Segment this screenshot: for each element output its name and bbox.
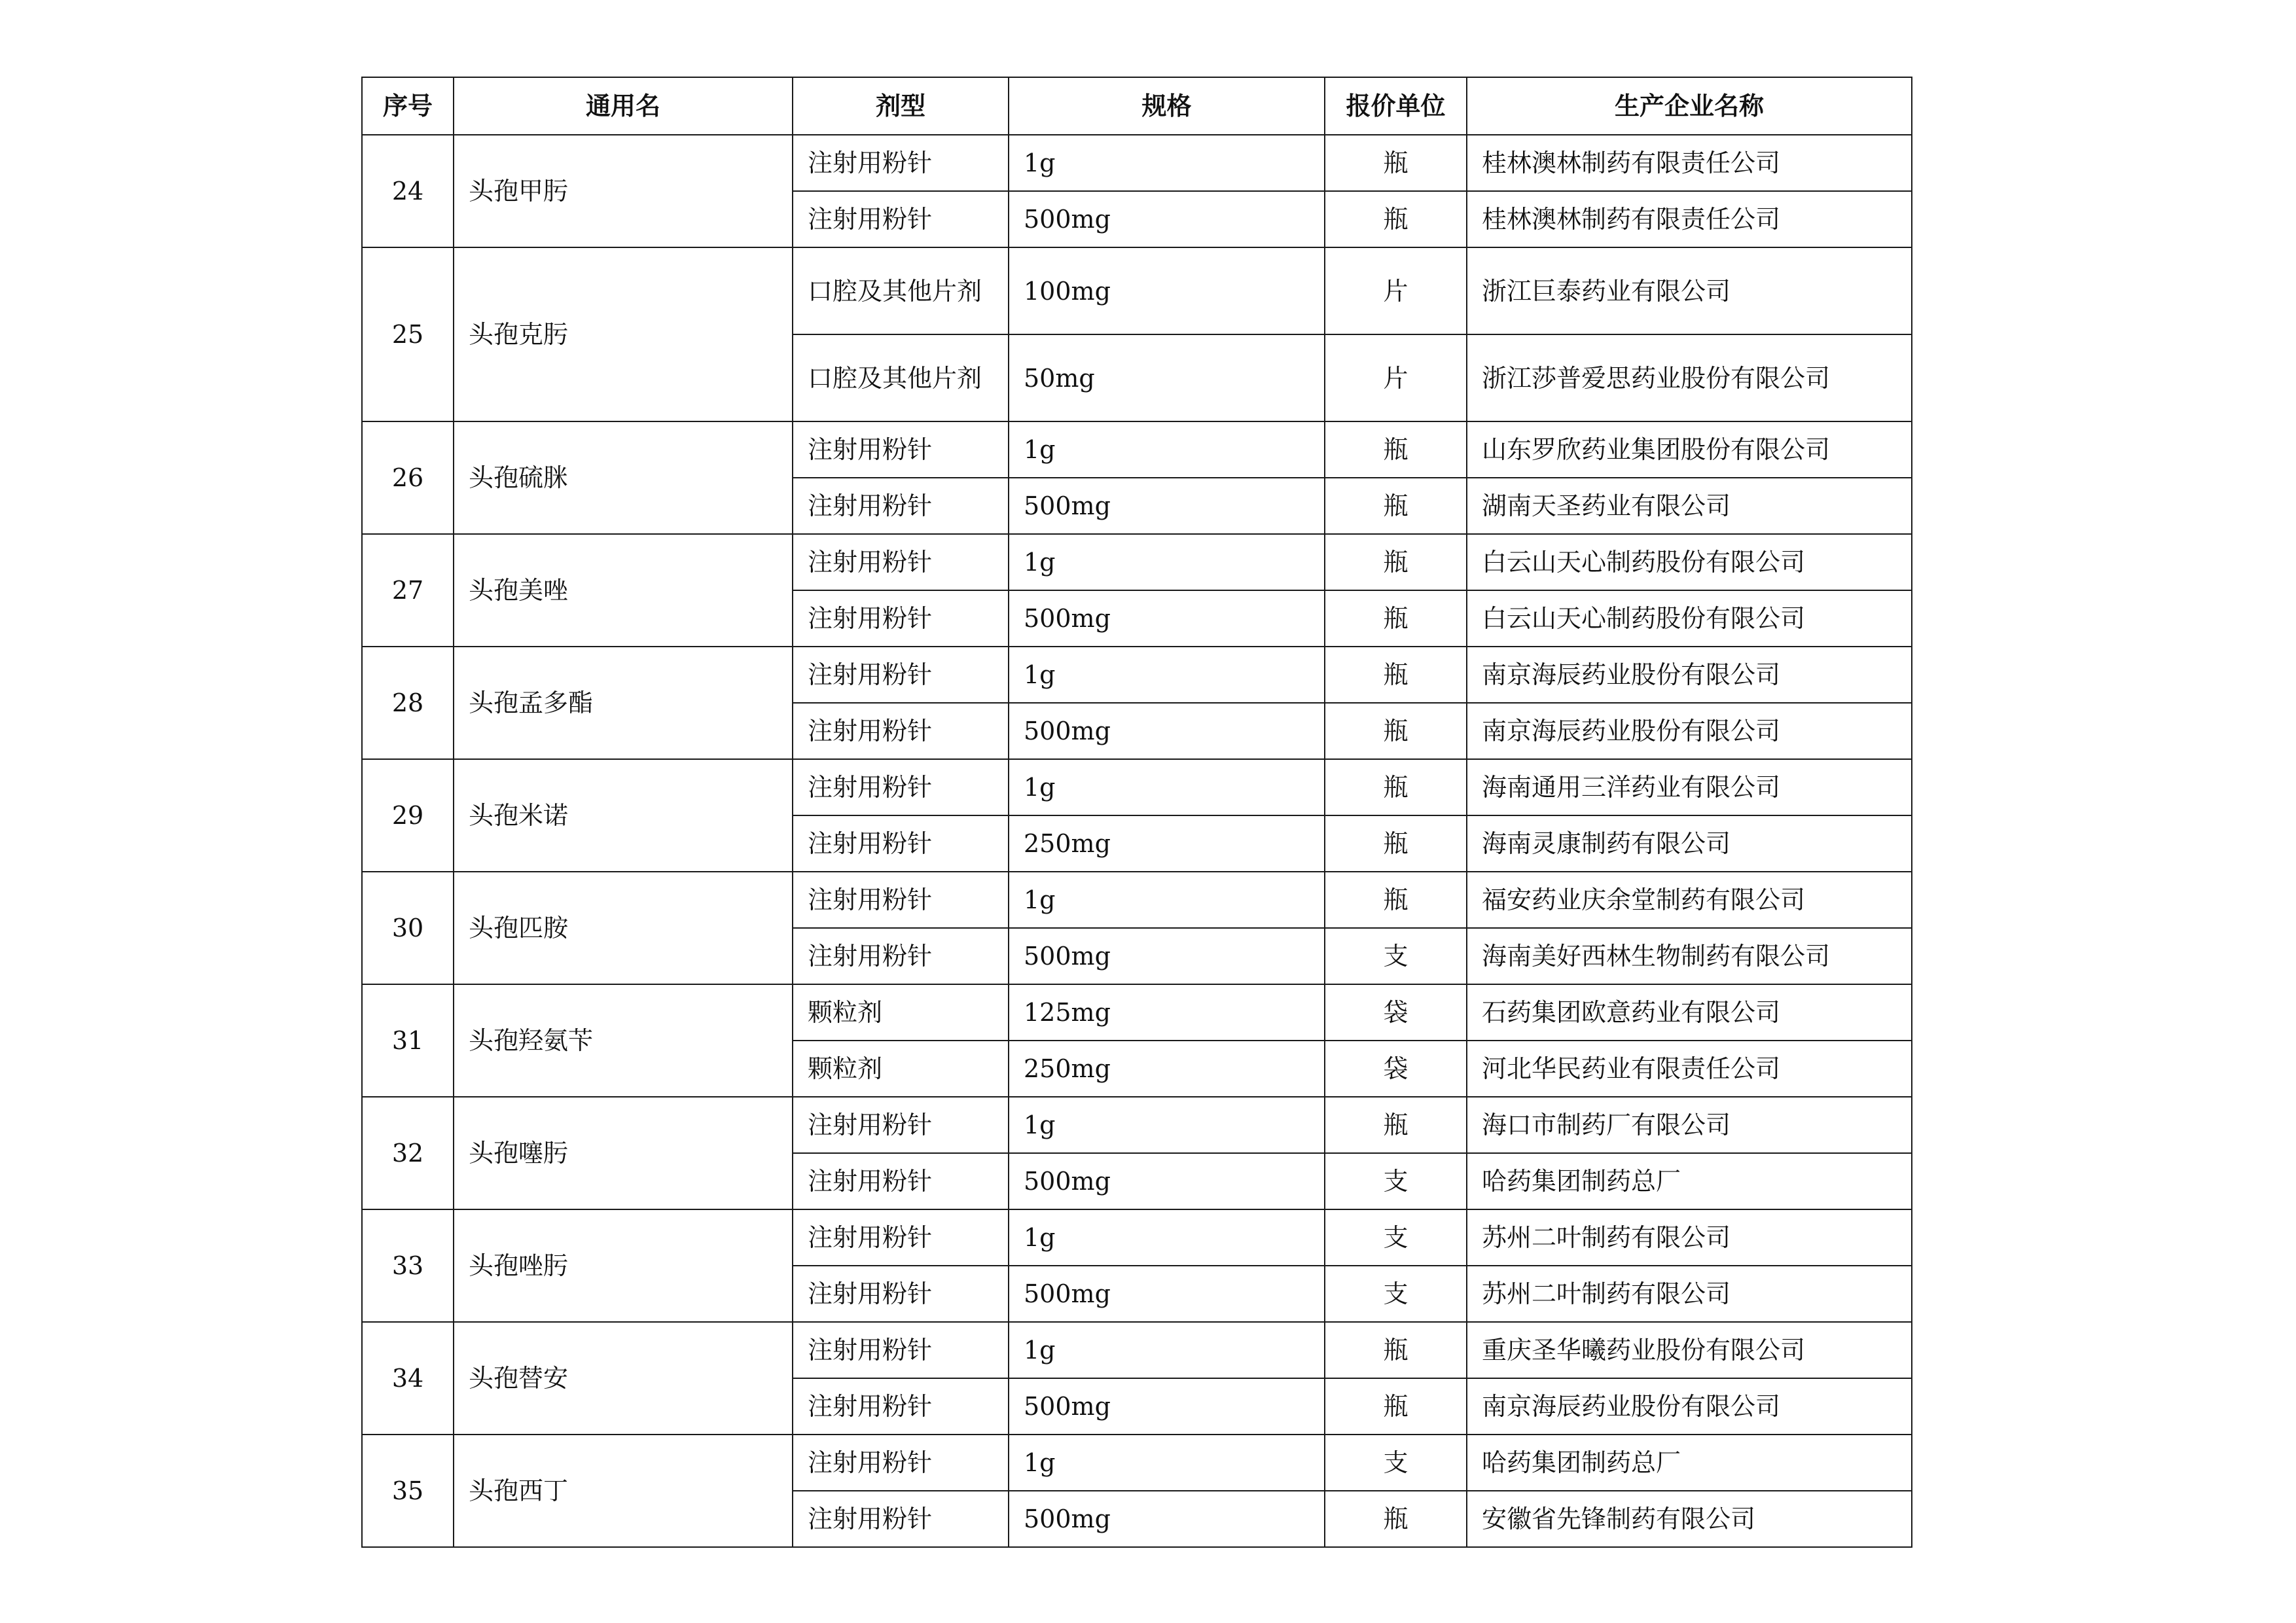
cell-unit: 瓶 [1325,759,1467,815]
cell-spec: 1g [1009,1435,1325,1491]
cell-dosage-form: 口腔及其他片剂 [793,247,1009,334]
cell-unit: 瓶 [1325,478,1467,534]
cell-manufacturer: 桂林澳林制药有限责任公司 [1467,135,1912,191]
table-row [362,1322,1912,1378]
cell-manufacturer: 海南通用三洋药业有限公司 [1467,759,1912,815]
header-name: 通用名 [454,77,793,135]
table-row [362,1435,1912,1491]
cell-generic-name: 头孢唑肟 [454,1209,793,1322]
cell-unit: 片 [1325,334,1467,421]
cell-dosage-form: 注射用粉针 [793,1378,1009,1435]
cell-no: 27 [362,534,454,647]
cell-dosage-form: 注射用粉针 [793,1209,1009,1266]
cell-dosage-form: 注射用粉针 [793,703,1009,759]
cell-dosage-form: 口腔及其他片剂 [793,334,1009,421]
cell-manufacturer: 山东罗欣药业集团股份有限公司 [1467,421,1912,478]
cell-manufacturer: 浙江巨泰药业有限公司 [1467,247,1912,334]
cell-spec: 1g [1009,421,1325,478]
cell-spec: 500mg [1009,1378,1325,1435]
cell-unit: 瓶 [1325,1378,1467,1435]
cell-manufacturer: 海南灵康制药有限公司 [1467,815,1912,872]
cell-manufacturer: 河北华民药业有限责任公司 [1467,1041,1912,1097]
cell-dosage-form: 注射用粉针 [793,759,1009,815]
cell-unit: 瓶 [1325,703,1467,759]
cell-dosage-form: 注射用粉针 [793,590,1009,647]
cell-dosage-form: 颗粒剂 [793,984,1009,1041]
cell-generic-name: 头孢匹胺 [454,872,793,984]
cell-spec: 100mg [1009,247,1325,334]
cell-no: 32 [362,1097,454,1209]
cell-generic-name: 头孢噻肟 [454,1097,793,1209]
cell-dosage-form: 注射用粉针 [793,534,1009,590]
cell-manufacturer: 苏州二叶制药有限公司 [1467,1209,1912,1266]
header-no: 序号 [362,77,454,135]
cell-generic-name: 头孢美唑 [454,534,793,647]
cell-spec: 500mg [1009,928,1325,984]
table-body [362,135,1912,1547]
cell-dosage-form: 注射用粉针 [793,647,1009,703]
cell-unit: 支 [1325,1209,1467,1266]
cell-spec: 500mg [1009,1266,1325,1322]
cell-unit: 瓶 [1325,135,1467,191]
header-form: 剂型 [793,77,1009,135]
cell-manufacturer: 重庆圣华曦药业股份有限公司 [1467,1322,1912,1378]
cell-spec: 500mg [1009,703,1325,759]
header-unit: 报价单位 [1325,77,1467,135]
cell-dosage-form: 注射用粉针 [793,872,1009,928]
cell-generic-name: 头孢羟氨苄 [454,984,793,1097]
cell-manufacturer: 浙江莎普爱思药业股份有限公司 [1467,334,1912,421]
cell-generic-name: 头孢硫脒 [454,421,793,534]
cell-no: 28 [362,647,454,759]
cell-manufacturer: 白云山天心制药股份有限公司 [1467,590,1912,647]
cell-unit: 袋 [1325,984,1467,1041]
header-row [362,77,1912,135]
cell-no: 33 [362,1209,454,1322]
cell-unit: 瓶 [1325,1322,1467,1378]
cell-spec: 500mg [1009,478,1325,534]
table-header [362,77,1912,135]
document-page [361,77,1911,1548]
cell-spec: 1g [1009,759,1325,815]
cell-manufacturer: 桂林澳林制药有限责任公司 [1467,191,1912,247]
cell-no: 34 [362,1322,454,1435]
table-row [362,247,1912,334]
cell-unit: 支 [1325,1266,1467,1322]
cell-spec: 250mg [1009,1041,1325,1097]
cell-no: 35 [362,1435,454,1547]
table-row [362,759,1912,815]
cell-spec: 125mg [1009,984,1325,1041]
cell-manufacturer: 白云山天心制药股份有限公司 [1467,534,1912,590]
cell-manufacturer: 石药集团欧意药业有限公司 [1467,984,1912,1041]
cell-spec: 1g [1009,135,1325,191]
cell-manufacturer: 南京海辰药业股份有限公司 [1467,647,1912,703]
cell-dosage-form: 注射用粉针 [793,815,1009,872]
cell-spec: 50mg [1009,334,1325,421]
table-row [362,984,1912,1041]
cell-manufacturer: 海口市制药厂有限公司 [1467,1097,1912,1153]
cell-generic-name: 头孢甲肟 [454,135,793,247]
cell-no: 31 [362,984,454,1097]
table-row [362,534,1912,590]
cell-spec: 500mg [1009,191,1325,247]
cell-unit: 瓶 [1325,815,1467,872]
cell-manufacturer: 苏州二叶制药有限公司 [1467,1266,1912,1322]
cell-generic-name: 头孢替安 [454,1322,793,1435]
cell-manufacturer: 哈药集团制药总厂 [1467,1153,1912,1209]
cell-unit: 瓶 [1325,647,1467,703]
cell-manufacturer: 海南美好西林生物制药有限公司 [1467,928,1912,984]
cell-manufacturer: 哈药集团制药总厂 [1467,1435,1912,1491]
table-row [362,1209,1912,1266]
cell-unit: 袋 [1325,1041,1467,1097]
cell-dosage-form: 注射用粉针 [793,191,1009,247]
cell-manufacturer: 湖南天圣药业有限公司 [1467,478,1912,534]
cell-spec: 1g [1009,1097,1325,1153]
cell-unit: 支 [1325,1435,1467,1491]
cell-no: 30 [362,872,454,984]
cell-dosage-form: 注射用粉针 [793,1266,1009,1322]
header-spec: 规格 [1009,77,1325,135]
cell-generic-name: 头孢孟多酯 [454,647,793,759]
cell-no: 24 [362,135,454,247]
cell-unit: 瓶 [1325,421,1467,478]
cell-unit: 支 [1325,928,1467,984]
table-row [362,421,1912,478]
cell-no: 26 [362,421,454,534]
cell-dosage-form: 注射用粉针 [793,1097,1009,1153]
cell-unit: 片 [1325,247,1467,334]
cell-generic-name: 头孢克肟 [454,247,793,421]
cell-dosage-form: 注射用粉针 [793,1153,1009,1209]
cell-spec: 1g [1009,647,1325,703]
cell-dosage-form: 注射用粉针 [793,1435,1009,1491]
cell-unit: 瓶 [1325,872,1467,928]
cell-spec: 500mg [1009,590,1325,647]
cell-unit: 瓶 [1325,191,1467,247]
cell-unit: 瓶 [1325,1491,1467,1547]
cell-generic-name: 头孢米诺 [454,759,793,872]
cell-unit: 瓶 [1325,590,1467,647]
table-row [362,135,1912,191]
cell-unit: 瓶 [1325,534,1467,590]
cell-unit: 瓶 [1325,1097,1467,1153]
cell-manufacturer: 南京海辰药业股份有限公司 [1467,703,1912,759]
cell-dosage-form: 注射用粉针 [793,1322,1009,1378]
cell-manufacturer: 南京海辰药业股份有限公司 [1467,1378,1912,1435]
cell-spec: 1g [1009,1322,1325,1378]
cell-manufacturer: 安徽省先锋制药有限公司 [1467,1491,1912,1547]
cell-spec: 1g [1009,872,1325,928]
drug-price-table [361,77,1912,1548]
cell-dosage-form: 注射用粉针 [793,928,1009,984]
cell-spec: 1g [1009,1209,1325,1266]
cell-dosage-form: 注射用粉针 [793,478,1009,534]
cell-spec: 500mg [1009,1153,1325,1209]
cell-dosage-form: 颗粒剂 [793,1041,1009,1097]
cell-spec: 1g [1009,534,1325,590]
cell-spec: 500mg [1009,1491,1325,1547]
header-manufacturer: 生产企业名称 [1467,77,1912,135]
table-row [362,1097,1912,1153]
cell-spec: 250mg [1009,815,1325,872]
table-row [362,647,1912,703]
cell-dosage-form: 注射用粉针 [793,135,1009,191]
cell-manufacturer: 福安药业庆余堂制药有限公司 [1467,872,1912,928]
cell-no: 25 [362,247,454,421]
cell-dosage-form: 注射用粉针 [793,1491,1009,1547]
cell-generic-name: 头孢西丁 [454,1435,793,1547]
table-row [362,872,1912,928]
cell-no: 29 [362,759,454,872]
cell-unit: 支 [1325,1153,1467,1209]
cell-dosage-form: 注射用粉针 [793,421,1009,478]
